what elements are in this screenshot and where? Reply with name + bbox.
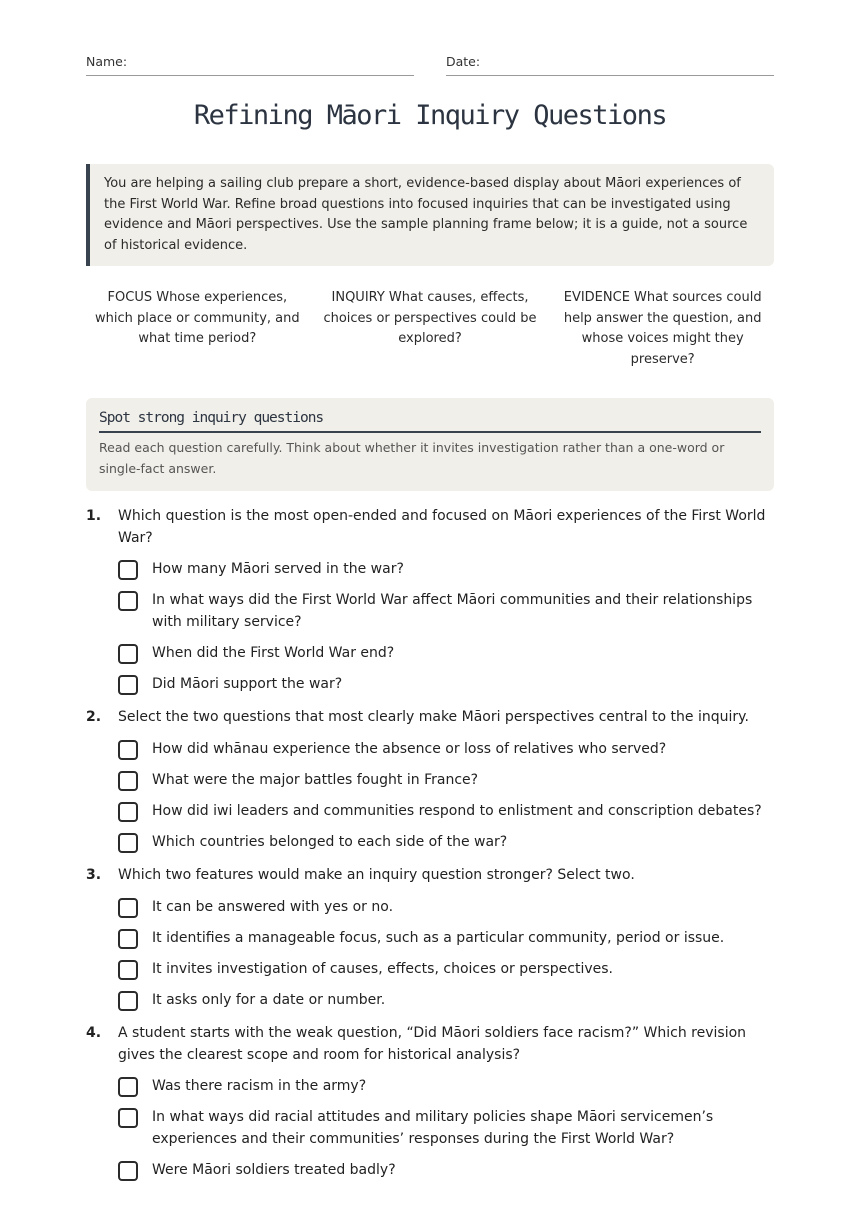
answer-option[interactable] (118, 928, 774, 950)
question-2 (86, 707, 774, 853)
question-number: 2. (86, 709, 102, 725)
option-label: How did whānau experience the absence or loss of relatives who served? (152, 740, 667, 757)
question-text: Which two features would make an inquiry question stronger? Select two. (118, 867, 635, 883)
name-field[interactable] (86, 52, 414, 76)
answer-option[interactable] (118, 1107, 774, 1150)
answer-option[interactable] (118, 897, 774, 919)
checkbox[interactable] (118, 771, 138, 791)
checkbox[interactable] (118, 644, 138, 664)
question-number: 4. (86, 1025, 102, 1041)
name-label: Name: (86, 54, 128, 69)
question-3 (86, 865, 774, 1011)
date-label: Date: (446, 54, 481, 69)
checkbox[interactable] (118, 1077, 138, 1097)
answer-option[interactable] (118, 739, 774, 761)
checkbox[interactable] (118, 802, 138, 822)
page-title: Refining Māori Inquiry Questions (193, 100, 667, 131)
name-date-row (86, 52, 774, 76)
question-number: 1. (86, 508, 102, 524)
option-label: Was there racism in the army? (152, 1078, 367, 1094)
intro-box: You are helping a sailing club prepare a short, evidence-based display about Māori experiences of the First World War. Refine broad questions into focused inquiries that can be investigated using evidence and Māori perspectives. Use the sample planning frame below; it is a guide, not a source of historical evidence. (86, 164, 774, 266)
checkbox[interactable] (118, 833, 138, 853)
checkbox[interactable] (118, 929, 138, 949)
question-text: Which question is the most open-ended and focused on Māori experiences of the First World War? (118, 508, 766, 546)
frame-evidence: EVIDENCE What sources could help answer the question, and whose voices might they preserve? (563, 290, 762, 367)
question-text: Select the two questions that most clearly make Māori perspectives central to the inquiry. (118, 709, 749, 725)
checkbox[interactable] (118, 675, 138, 695)
answer-option[interactable] (118, 959, 774, 981)
answer-option[interactable] (118, 770, 774, 792)
question-text: A student starts with the weak question, “Did Māori soldiers face racism?” Which revision gives the clearest scope and room for historical analysis? (118, 1025, 747, 1063)
question-number: 3. (86, 867, 102, 883)
checkbox[interactable] (118, 1108, 138, 1128)
answer-option[interactable] (118, 1076, 774, 1098)
option-label: Were Māori soldiers treated badly? (152, 1161, 396, 1178)
option-label: How did iwi leaders and communities respond to enlistment and conscription debates? (152, 802, 762, 819)
answer-option[interactable] (118, 1160, 774, 1182)
answer-option[interactable] (118, 674, 774, 696)
date-field[interactable] (446, 52, 774, 76)
spot-section (86, 398, 774, 491)
checkbox[interactable] (118, 560, 138, 580)
option-label: How many Māori served in the war? (152, 561, 404, 577)
checkbox[interactable] (118, 960, 138, 980)
frame-focus: FOCUS Whose experiences, which place or community, and what time period? (95, 290, 300, 346)
answer-option[interactable] (118, 990, 774, 1012)
option-label: It invites investigation of causes, effects, choices or perspectives. (152, 960, 613, 977)
section-heading: Spot strong inquiry questions (99, 410, 761, 433)
option-label: In what ways did the First World War affect Māori communities and their relationships with military service? (152, 592, 753, 630)
section-instructions: Read each question carefully. Think about whether it invites investigation rather than a one-word or single-fact answer. (99, 440, 725, 476)
answer-option[interactable] (118, 832, 774, 854)
checkbox[interactable] (118, 591, 138, 611)
option-label: It asks only for a date or number. (152, 991, 386, 1008)
checkbox[interactable] (118, 740, 138, 760)
answer-option[interactable] (118, 643, 774, 665)
option-label: In what ways did racial attitudes and military policies shape Māori servicemen’s experiences and their communities’ responses during the First World War? (152, 1109, 714, 1147)
option-label: It can be answered with yes or no. (152, 898, 394, 915)
option-label: Did Māori support the war? (152, 675, 343, 692)
option-label: Which countries belonged to each side of the war? (152, 833, 508, 850)
answer-option[interactable] (118, 801, 774, 823)
checkbox[interactable] (118, 1161, 138, 1181)
frame-inquiry: INQUIRY What causes, effects, choices or perspectives could be explored? (323, 290, 537, 346)
checkbox[interactable] (118, 991, 138, 1011)
question-1 (86, 506, 774, 695)
answer-option[interactable] (118, 590, 774, 633)
option-label: What were the major battles fought in France? (152, 771, 479, 788)
option-label: When did the First World War end? (152, 644, 395, 661)
question-list (86, 506, 774, 1193)
option-label: It identifies a manageable focus, such as a particular community, period or issue. (152, 929, 725, 946)
checkbox[interactable] (118, 898, 138, 918)
planning-frame (86, 288, 774, 370)
answer-option[interactable] (118, 559, 774, 581)
question-4 (86, 1023, 774, 1181)
